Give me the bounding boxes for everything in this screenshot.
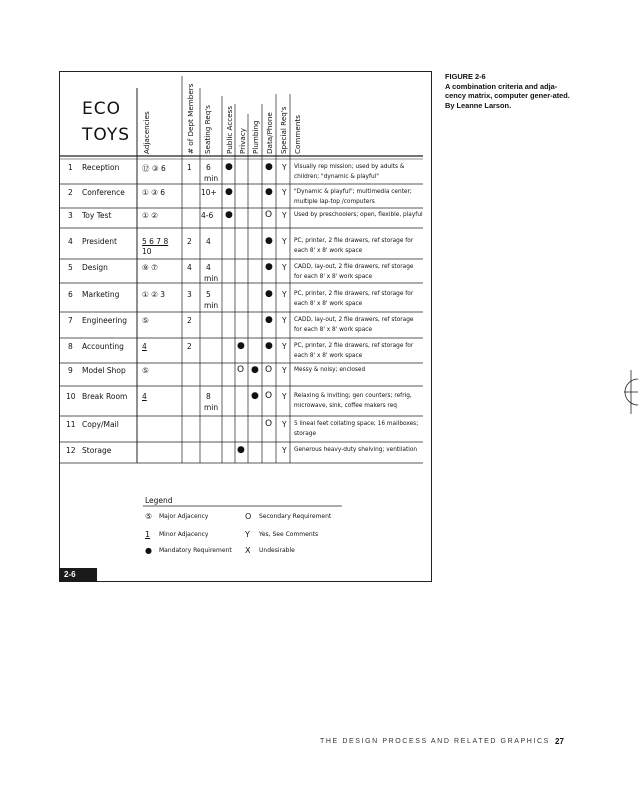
data-phone-mark: ● bbox=[265, 236, 273, 246]
figure-tab: 2-6 bbox=[59, 568, 97, 582]
dept-name: President bbox=[82, 237, 117, 246]
dept-members: 2 bbox=[187, 316, 192, 325]
caption-title: FIGURE 2-6 bbox=[445, 72, 486, 81]
column-header: Privacy bbox=[238, 127, 247, 154]
privacy-mark: ● bbox=[237, 341, 245, 351]
legend-label: Yes, See Comments bbox=[259, 531, 319, 538]
dept-name: Break Room bbox=[82, 392, 128, 401]
comments bbox=[294, 446, 429, 456]
dept-name: Design bbox=[82, 263, 108, 272]
comments bbox=[294, 392, 429, 411]
comments bbox=[294, 211, 429, 221]
logo-line-2: TOYS bbox=[82, 125, 131, 145]
comment-line: Relaxing & inviting; gen counters; refrig, bbox=[294, 393, 412, 399]
adjacencies: 5 6 7 8 bbox=[142, 237, 169, 246]
seating-req: 5 bbox=[206, 290, 211, 299]
seating-min: min bbox=[204, 403, 219, 412]
comment-line: PC, printer, 2 file drawers, ref storage for bbox=[294, 343, 414, 349]
row-number: 2 bbox=[68, 188, 73, 197]
plumbing-mark: ● bbox=[251, 391, 259, 401]
row-number: 8 bbox=[68, 342, 73, 351]
special-req: Y bbox=[282, 188, 287, 197]
data-phone-mark: ● bbox=[265, 289, 273, 299]
legend-title: Legend bbox=[145, 496, 173, 505]
comment-line: PC, printer, 2 file drawers, ref storage for bbox=[294, 238, 414, 244]
column-header: Comments bbox=[293, 115, 302, 154]
comment-line: children; "dynamic & playful" bbox=[294, 173, 379, 180]
dept-name: Marketing bbox=[82, 290, 120, 299]
row-number: 3 bbox=[68, 211, 73, 220]
comment-line: Messy & noisy; enclosed bbox=[294, 367, 366, 373]
comments bbox=[294, 290, 429, 309]
adjacencies: ⑤ bbox=[142, 316, 149, 325]
legend-symbol: O bbox=[245, 512, 252, 521]
special-req: Y bbox=[282, 446, 287, 455]
comment-line: PC, printer, 2 file drawers, ref storage for bbox=[294, 291, 414, 297]
privacy-mark: O bbox=[237, 365, 245, 375]
column-header: # of Dept Members bbox=[186, 83, 195, 154]
comment-line: each 8' x 8' work space bbox=[294, 300, 363, 307]
data-phone-mark: ● bbox=[265, 341, 273, 351]
comment-line: CADD, lay-out, 2 file drawers, ref storage bbox=[294, 317, 414, 323]
seating-req: 8 bbox=[206, 392, 211, 401]
seating-req: 6 bbox=[206, 163, 211, 172]
comment-line: Visually rep mission; used by adults & bbox=[294, 164, 405, 170]
comment-line: multiple lap-top /computers bbox=[294, 198, 375, 205]
seating-min: min bbox=[204, 274, 219, 283]
public-access-mark: ● bbox=[225, 187, 233, 197]
page-number: 27 bbox=[555, 737, 564, 746]
legend-label: Undesirable bbox=[259, 547, 295, 554]
column-header: Adjacencies bbox=[142, 111, 151, 154]
row-number: 6 bbox=[68, 290, 73, 299]
row-number: 5 bbox=[68, 263, 73, 272]
comments bbox=[294, 163, 429, 182]
legend-label: Minor Adjacency bbox=[159, 531, 209, 538]
dept-name: Toy Test bbox=[82, 211, 112, 220]
adjacencies: ⑤ bbox=[142, 366, 149, 375]
column-header: Data/Phone bbox=[265, 112, 274, 154]
row-number: 7 bbox=[68, 316, 73, 325]
comments bbox=[294, 342, 429, 361]
dept-name: Model Shop bbox=[82, 366, 126, 375]
row-number: 1 bbox=[68, 163, 73, 172]
special-req: Y bbox=[282, 366, 287, 375]
dept-members: 1 bbox=[187, 163, 192, 172]
comment-line: microwave, sink, coffee makers req bbox=[294, 402, 397, 409]
dept-members: 4 bbox=[187, 263, 192, 272]
comment-line: for each 8' x 8' work space bbox=[294, 273, 373, 280]
legend-symbol: ⑤ bbox=[145, 512, 153, 521]
comments bbox=[294, 366, 429, 376]
row-number: 11 bbox=[66, 420, 76, 429]
special-req: Y bbox=[282, 237, 287, 246]
caption-text: A combination criteria and adja-cency matrix, computer gener-ated. By Leanne Larson. bbox=[445, 81, 570, 110]
comments bbox=[294, 237, 429, 256]
comment-line: 5 lineal feet collating space; 16 mailboxes; bbox=[294, 421, 419, 427]
data-phone-mark: ● bbox=[265, 262, 273, 272]
adjacencies: 4 bbox=[142, 392, 147, 401]
public-access-mark: ● bbox=[225, 162, 233, 172]
adjacencies: ① ③ 6 bbox=[142, 188, 165, 197]
legend-symbol: Y bbox=[245, 530, 250, 539]
comments bbox=[294, 316, 429, 335]
column-header: Special Req's bbox=[279, 106, 288, 154]
comment-line: storage bbox=[294, 430, 317, 437]
special-req: Y bbox=[282, 392, 287, 401]
adjacencies: ① ② bbox=[142, 211, 158, 220]
comment-line: CADD, lay-out, 2 file drawers, ref storage bbox=[294, 264, 414, 270]
column-header: Seating Req's bbox=[203, 105, 212, 154]
seating-req: 4 bbox=[206, 263, 211, 272]
dept-members: 3 bbox=[187, 290, 192, 299]
data-phone-mark: ● bbox=[265, 187, 273, 197]
public-access-mark: ● bbox=[225, 210, 233, 220]
comment-line: each 8' x 8' work space bbox=[294, 352, 363, 359]
legend-label: Secondary Requirement bbox=[259, 513, 332, 520]
special-req: Y bbox=[282, 316, 287, 325]
dept-name: Accounting bbox=[82, 342, 124, 351]
column-header: Public Access bbox=[225, 105, 234, 154]
seating-req: 4 bbox=[206, 237, 211, 246]
column-header: Plumbing bbox=[251, 120, 260, 154]
seating-req: 4-6 bbox=[201, 211, 214, 220]
adjacencies: ① ② 3 bbox=[142, 290, 165, 299]
dept-members: 2 bbox=[187, 237, 192, 246]
comment-line: each 8' x 8' work space bbox=[294, 247, 363, 254]
special-req: Y bbox=[282, 163, 287, 172]
dept-name: Conference bbox=[82, 188, 125, 197]
dept-members: 2 bbox=[187, 342, 192, 351]
legend-symbol: 1 bbox=[145, 530, 151, 539]
data-phone-mark: ● bbox=[265, 315, 273, 325]
seating-req: 10+ bbox=[201, 188, 217, 197]
seating-min: min bbox=[204, 301, 219, 310]
special-req: Y bbox=[282, 290, 287, 299]
adjacencies: ⑨ ⑦ bbox=[142, 263, 158, 272]
dept-name: Copy/Mail bbox=[82, 420, 119, 429]
row-number: 9 bbox=[68, 366, 73, 375]
dept-name: Engineering bbox=[82, 316, 127, 325]
row-number: 10 bbox=[66, 392, 76, 401]
data-phone-mark: O bbox=[265, 210, 273, 220]
special-req: Y bbox=[282, 420, 287, 429]
privacy-mark: ● bbox=[237, 445, 245, 455]
seating-min: min bbox=[204, 174, 219, 183]
running-title: THE DESIGN PROCESS AND RELATED GRAPHICS bbox=[320, 738, 550, 745]
adjacencies: 4 bbox=[142, 342, 147, 351]
data-phone-mark: O bbox=[265, 391, 273, 401]
comments bbox=[294, 420, 429, 439]
special-req: Y bbox=[282, 211, 287, 220]
data-phone-mark: ● bbox=[265, 162, 273, 172]
comments bbox=[294, 263, 429, 282]
comments bbox=[294, 188, 429, 207]
legend-symbol: ● bbox=[145, 546, 152, 555]
special-req: Y bbox=[282, 342, 287, 351]
special-req: Y bbox=[282, 263, 287, 272]
legend-label: Mandatory Requirement bbox=[159, 547, 232, 554]
comment-line: Used by preschoolers; open, flexible, playful bbox=[294, 212, 423, 218]
legend-label: Major Adjacency bbox=[159, 513, 209, 520]
row-number: 12 bbox=[66, 446, 76, 455]
logo-line-1: ECO bbox=[82, 99, 121, 119]
adjacencies: ⑫ ③ 6 bbox=[142, 164, 166, 173]
comment-line: for each 8' x 8' work space bbox=[294, 326, 373, 333]
dept-name: Storage bbox=[82, 446, 112, 455]
comment-line: "Dynamic & playful"; multimedia center; bbox=[294, 189, 412, 195]
dept-name: Reception bbox=[82, 163, 120, 172]
row-number: 4 bbox=[68, 237, 73, 246]
data-phone-mark: O bbox=[265, 365, 273, 375]
comment-line: Generous heavy-duty shelving; ventilation bbox=[294, 447, 418, 453]
legend-symbol: X bbox=[245, 546, 251, 555]
adjacencies-cont: 10 bbox=[142, 247, 152, 256]
plumbing-mark: ● bbox=[251, 365, 259, 375]
data-phone-mark: O bbox=[265, 419, 273, 429]
